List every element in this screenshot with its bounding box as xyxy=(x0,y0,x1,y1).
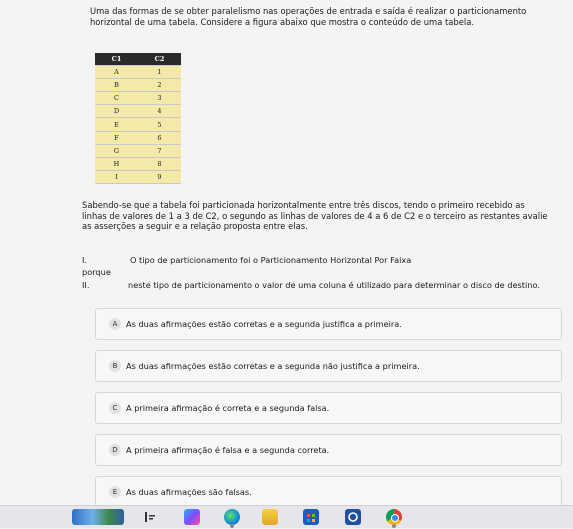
option-label: A primeira afirmação é correta e a segunda falsa. xyxy=(126,403,330,413)
assertion-1-number: I. xyxy=(82,255,88,265)
store-icon[interactable] xyxy=(303,509,319,525)
table-cell: C xyxy=(95,92,138,105)
table-header-c1: C1 xyxy=(95,53,138,66)
table-cell: 3 xyxy=(138,92,181,105)
option-e[interactable] xyxy=(95,476,562,508)
option-a[interactable] xyxy=(95,308,562,340)
table-cell: F xyxy=(95,131,138,144)
intro-line-1: Uma das formas de se obter paralelismo nas operações de entrada e saída é realizar o particionamento xyxy=(90,6,527,16)
running-indicator xyxy=(392,524,396,528)
table-cell: D xyxy=(95,105,138,118)
taskbar xyxy=(0,505,573,528)
table-cell: I xyxy=(95,170,138,183)
option-letter: B xyxy=(109,360,121,372)
widgets-icon[interactable] xyxy=(72,509,124,525)
table-row xyxy=(95,66,181,79)
question-intro xyxy=(90,6,526,27)
table-row xyxy=(95,105,181,118)
table-cell: 6 xyxy=(138,131,181,144)
table-cell: H xyxy=(95,157,138,170)
porque-label: porque xyxy=(82,267,111,277)
table-cell: 5 xyxy=(138,118,181,131)
assertion-2-text: neste tipo de particionamento o valor de uma coluna é utilizado para determinar o disco de destino. xyxy=(128,280,540,290)
question-body xyxy=(82,200,548,232)
table-cell: 4 xyxy=(138,105,181,118)
option-c[interactable] xyxy=(95,392,562,424)
file-explorer-icon[interactable] xyxy=(262,509,278,525)
table-header-row xyxy=(95,53,181,66)
data-table xyxy=(95,53,181,184)
table-cell: B xyxy=(95,79,138,92)
table-row xyxy=(95,157,181,170)
table-row xyxy=(95,170,181,183)
terminal-icon[interactable] xyxy=(142,509,158,525)
option-letter: A xyxy=(109,318,121,330)
option-b[interactable] xyxy=(95,350,562,382)
edge-icon[interactable] xyxy=(224,509,240,525)
option-label: As duas afirmações estão corretas e a segunda justifica a primeira. xyxy=(126,319,402,329)
assertion-1-text: O tipo de particionamento foi o Particionamento Horizontal Por Faixa xyxy=(130,255,412,265)
option-d[interactable] xyxy=(95,434,562,466)
table-row xyxy=(95,118,181,131)
table-row xyxy=(95,92,181,105)
option-letter: E xyxy=(109,486,121,498)
table-cell: 1 xyxy=(138,66,181,79)
table-cell: G xyxy=(95,144,138,157)
chrome-icon[interactable] xyxy=(386,509,402,525)
table-cell: E xyxy=(95,118,138,131)
assertion-2-number: II. xyxy=(82,280,90,290)
table-cell: 8 xyxy=(138,157,181,170)
option-label: As duas afirmações estão corretas e a segunda não justifica a primeira. xyxy=(126,361,420,371)
option-letter: D xyxy=(109,444,121,456)
table-row xyxy=(95,131,181,144)
body-line-3: as asserções a seguir e a relação proposta entre elas. xyxy=(82,221,308,231)
table-cell: 2 xyxy=(138,79,181,92)
table-row xyxy=(95,144,181,157)
table-cell: 9 xyxy=(138,170,181,183)
table-cell: A xyxy=(95,66,138,79)
table-row xyxy=(95,79,181,92)
intro-line-2: horizontal de uma tabela. Considere a figura abaixo que mostra o conteúdo de uma tabela. xyxy=(90,16,475,27)
copilot-icon[interactable] xyxy=(184,509,200,525)
table-cell: 7 xyxy=(138,144,181,157)
running-indicator xyxy=(230,524,234,528)
option-letter: C xyxy=(109,402,121,414)
option-label: As duas afirmações são falsas. xyxy=(126,487,252,497)
body-line-2: linhas de valores de 1 a 3 de C2, o segundo as linhas de valores de 4 a 6 de C2 e o terceiro as restantes avalie xyxy=(82,210,548,221)
table-header-c2: C2 xyxy=(138,53,181,66)
word-icon[interactable] xyxy=(345,509,361,525)
body-line-1: Sabendo-se que a tabela foi particionada horizontalmente entre três discos, tendo o primeiro recebido as xyxy=(82,200,525,210)
option-label: A primeira afirmação é falsa e a segunda correta. xyxy=(126,445,330,455)
